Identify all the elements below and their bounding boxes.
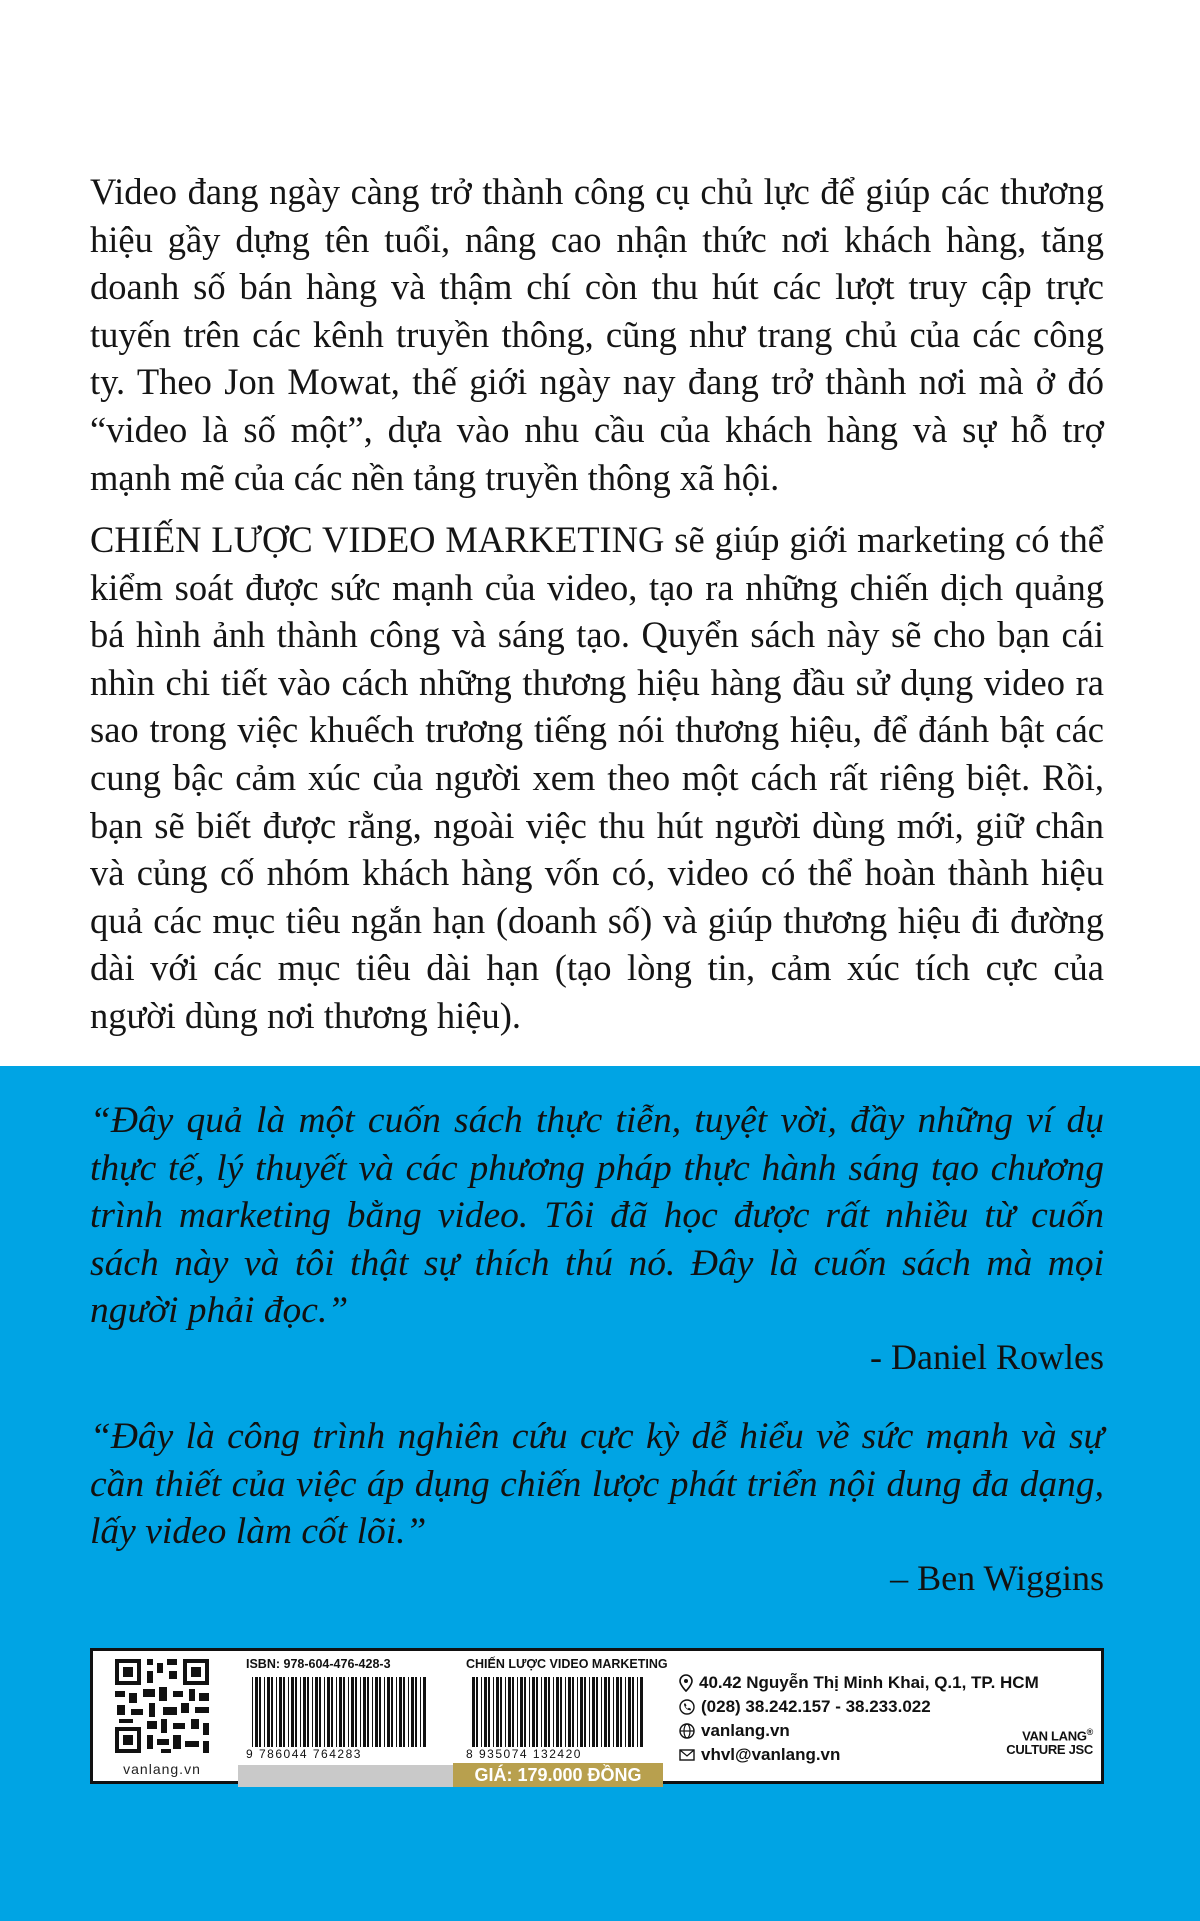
barcode-bars <box>248 1677 428 1747</box>
barcode-bar <box>372 1677 373 1747</box>
barcode-bar <box>360 1677 361 1747</box>
barcode-bar <box>415 1677 417 1747</box>
barcode-bar <box>580 1677 583 1747</box>
barcode-bar <box>505 1677 506 1747</box>
barcode-bar <box>348 1677 349 1747</box>
barcode-bar <box>403 1677 405 1747</box>
barcode-bar <box>291 1677 294 1747</box>
qr-code <box>99 1657 225 1761</box>
logo-line-1: VAN LANG <box>1022 1728 1087 1744</box>
barcode-bar <box>259 1677 261 1747</box>
barcode-bar <box>640 1677 643 1747</box>
barcode-bar <box>508 1677 511 1747</box>
barcode-bar <box>339 1677 342 1747</box>
barcode-bar <box>577 1677 578 1747</box>
website-text: vanlang.vn <box>701 1721 790 1740</box>
book-title-label: CHIẾN LƯỢC VIDEO MARKETING <box>466 1657 668 1671</box>
barcode-bar <box>264 1677 265 1747</box>
barcode-bar <box>315 1677 318 1747</box>
phone-text: (028) 38.242.157 - 38.233.022 <box>701 1697 931 1716</box>
barcode-bar <box>616 1677 619 1747</box>
barcode-bar <box>387 1677 390 1747</box>
isbn-barcode <box>238 1651 438 1781</box>
map-pin-icon <box>679 1674 693 1692</box>
barcode-bar <box>252 1677 253 1747</box>
barcode-bar <box>267 1677 270 1747</box>
barcode-bar <box>572 1677 574 1747</box>
barcode-bar <box>568 1677 571 1747</box>
barcode-bar <box>307 1677 309 1747</box>
logo-line-2: CULTURE JSC <box>1006 1742 1093 1758</box>
barcode-bar <box>399 1677 402 1747</box>
barcode-bar <box>319 1677 321 1747</box>
address-row <box>679 1673 1039 1693</box>
barcode-bar <box>493 1677 494 1747</box>
barcode-bar <box>355 1677 357 1747</box>
phone-icon <box>679 1699 695 1715</box>
qr-url-label: vanlang.vn <box>123 1761 201 1777</box>
barcode-bar <box>532 1677 535 1747</box>
barcode-bar <box>565 1677 566 1747</box>
contact-block <box>673 1651 1101 1781</box>
barcode-bar <box>312 1677 313 1747</box>
barcode-bar <box>601 1677 602 1747</box>
barcode-bar <box>529 1677 530 1747</box>
barcode-bar <box>517 1677 518 1747</box>
address-text: 40.42 Nguyễn Thị Minh Khai, Q.1, TP. HCM <box>699 1673 1039 1692</box>
barcode-bar <box>608 1677 610 1747</box>
barcode-bar <box>336 1677 337 1747</box>
barcode-bar <box>303 1677 306 1747</box>
barcode-bar <box>423 1677 426 1747</box>
barcode-bar <box>420 1677 421 1747</box>
quote-author: - Daniel Rowles <box>870 1337 1104 1377</box>
website-row <box>679 1721 790 1741</box>
price-tag: GIÁ: 179.000 ĐỒNG <box>453 1763 663 1787</box>
barcode-bar <box>343 1677 345 1747</box>
quote-text: “Đây là công trình nghiên cứu cực kỳ dễ hiểu về sức mạnh và sự cần thiết của việc áp dụng chiến lược phát triển nội dung đa dạng, lấy video làm cốt lõi.” <box>90 1416 1104 1553</box>
barcode-bar <box>613 1677 614 1747</box>
barcode-bar <box>300 1677 301 1747</box>
barcode-bar <box>520 1677 523 1747</box>
publisher-info-panel <box>90 1648 1104 1784</box>
barcode-bar <box>544 1677 547 1747</box>
barcode-bar <box>484 1677 487 1747</box>
barcode-bar <box>592 1677 595 1747</box>
barcode-bar <box>536 1677 538 1747</box>
barcode-bar <box>288 1677 289 1747</box>
barcode-bar <box>375 1677 378 1747</box>
email-text: vhvl@vanlang.vn <box>701 1745 841 1764</box>
barcode-bar <box>295 1677 297 1747</box>
barcode-bar <box>283 1677 285 1747</box>
barcode-bar <box>363 1677 366 1747</box>
barcode-bar <box>628 1677 631 1747</box>
barcode-bar <box>496 1677 499 1747</box>
barcode-bar <box>271 1677 273 1747</box>
barcode-bar <box>331 1677 333 1747</box>
barcode-bar <box>384 1677 385 1747</box>
ean-number: 8 935074 132420 <box>466 1747 582 1761</box>
barcode-bar <box>541 1677 542 1747</box>
barcode-bar <box>632 1677 634 1747</box>
barcode-bar <box>276 1677 277 1747</box>
mail-icon <box>679 1749 695 1761</box>
barcode-bar <box>481 1677 482 1747</box>
barcode-bar <box>637 1677 638 1747</box>
barcode-bar <box>556 1677 559 1747</box>
ean-barcode <box>458 1651 668 1781</box>
barcode-bar <box>279 1677 282 1747</box>
email-row <box>679 1745 840 1765</box>
description-paragraph-2: CHIẾN LƯỢC VIDEO MARKETING sẽ giúp giới marketing có thể kiểm soát được sức mạnh của video, tạo ra những chiến dịch quảng bá hình ảnh thành công và sáng tạo. Quyển sách này sẽ cho bạn cái nhìn chi tiết vào cách những thương hiệu hàng đầu sử dụng video ra sao trong việc khuếch trương tiếng nói thương hiệu, để đánh bật các cung bậc cảm xúc của người xem theo một cách rất riêng biệt. Rồi, bạn sẽ biết được rằng, ngoài việc thu hút người dùng mới, giữ chân và củng cố nhóm khách hàng vốn có, video có thể hoàn thành hiệu quả các mục tiêu ngắn hạn (doanh số) và giúp thương hiệu đi đường dài với các mục tiêu dài hạn (tạo lòng tin, cảm xúc tích cực của người dùng nơi thương hiệu). <box>90 519 1104 1036</box>
barcode-bar <box>408 1677 409 1747</box>
barcode-bar <box>327 1677 330 1747</box>
barcode-bar <box>604 1677 607 1747</box>
barcode-bar <box>396 1677 397 1747</box>
phone-row <box>679 1697 931 1717</box>
description-paragraph-1: Video đang ngày càng trở thành công cụ chủ lực để giúp các thương hiệu gầy dựng tên tuổi, nâng cao nhận thức nơi khách hàng, tăng doanh số bán hàng và thậm chí còn thu hút các lượt truy cập trực tuyến trên các kênh truyền thông, cũng như trang chủ của các công ty. Theo Jon Mowat, thế giới ngày nay đang trở thành nơi mà ở đó “video là số một”, dựa vào nhu cầu của khách hàng và sự hỗ trợ mạnh mẽ của các nền tảng truyền thông xã hội. <box>90 171 1104 498</box>
barcode-bar <box>625 1677 626 1747</box>
barcode-bar <box>500 1677 502 1747</box>
barcode-bar <box>553 1677 554 1747</box>
barcode-bar <box>367 1677 369 1747</box>
quote-text: “Đây quả là một cuốn sách thực tiễn, tuyệt vời, đầy những ví dụ thực tế, lý thuyết và các phương pháp thực hành sáng tạo chương trình marketing bằng video. Tôi đã học được rất nhiều từ cuốn sách này và tôi thật sự thích thú nó. Đây là cuốn sách mà mọi người phải đọc.” <box>90 1100 1104 1332</box>
barcode-bar <box>391 1677 393 1747</box>
isbn-number: 9 786044 764283 <box>246 1747 362 1761</box>
barcode-bar <box>560 1677 562 1747</box>
globe-icon <box>679 1723 695 1739</box>
barcode-bar <box>255 1677 258 1747</box>
barcode-bar <box>379 1677 381 1747</box>
isbn-label: ISBN: 978-604-476-428-3 <box>246 1657 391 1671</box>
barcode-bar <box>589 1677 590 1747</box>
barcode-bar <box>512 1677 514 1747</box>
barcode-bar <box>476 1677 478 1747</box>
barcode-bar <box>472 1677 475 1747</box>
registered-icon: ® <box>1086 1727 1093 1737</box>
barcode-bars <box>468 1677 648 1747</box>
barcode-bar <box>524 1677 526 1747</box>
barcode-bar <box>488 1677 490 1747</box>
barcode-bar <box>596 1677 598 1747</box>
barcode-bar <box>620 1677 622 1747</box>
publisher-logo <box>1006 1725 1093 1757</box>
barcode-bar <box>411 1677 414 1747</box>
quote-author: – Ben Wiggins <box>890 1558 1104 1598</box>
barcode-bar <box>324 1677 325 1747</box>
barcode-bar <box>584 1677 586 1747</box>
barcode-bar <box>548 1677 550 1747</box>
barcode-bar <box>351 1677 354 1747</box>
